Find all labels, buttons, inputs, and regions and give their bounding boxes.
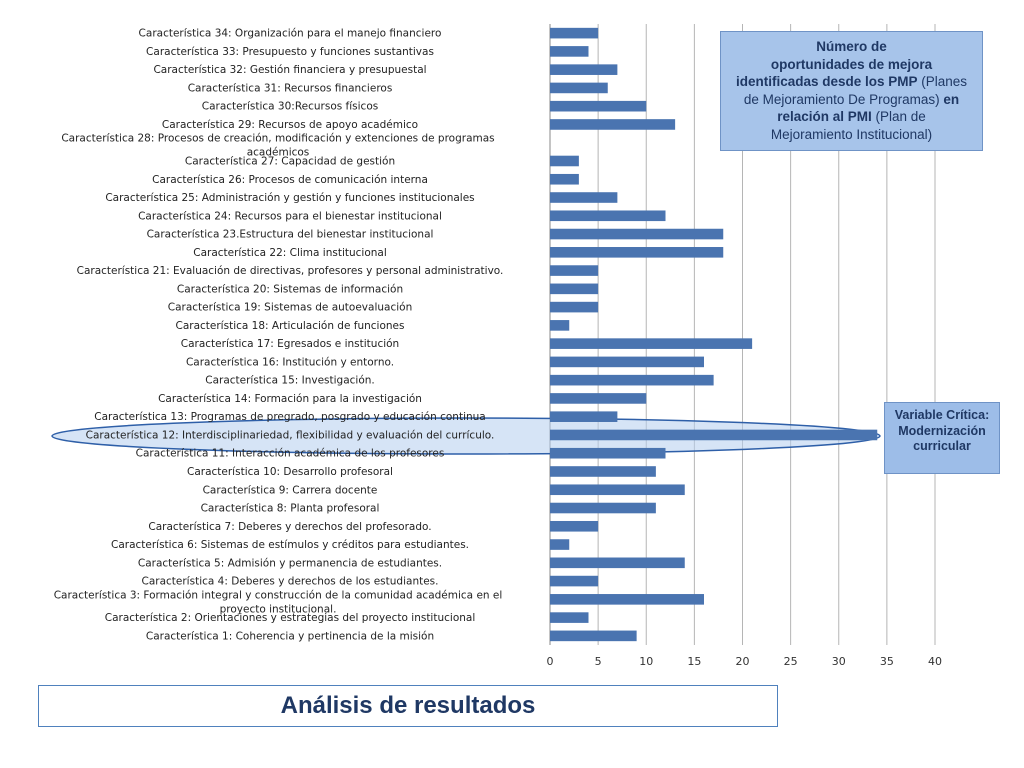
- bar: [550, 612, 589, 623]
- info-line-4-rest: en: [939, 91, 960, 107]
- info-box: [720, 31, 983, 151]
- category-labels: [54, 28, 504, 643]
- bar: [550, 320, 569, 331]
- category-label: Característica 10: Desarrollo profesoral: [187, 465, 393, 478]
- bar: [550, 83, 608, 94]
- x-tick-label: 5: [594, 655, 602, 668]
- category-label: Característica 1: Coherencia y pertinencia de la misión: [145, 630, 435, 643]
- category-label: Característica 34: Organización para el manejo financiero: [138, 27, 442, 40]
- category-label: Característica 28: Procesos de creación, modificación y extenciones de programas académicos: [61, 132, 495, 159]
- x-tick-label: 25: [783, 655, 798, 668]
- critical-line-2: Modernización: [898, 423, 986, 438]
- info-line-1: Número de: [816, 39, 887, 54]
- x-tick-label: 30: [831, 655, 846, 668]
- bar: [550, 576, 598, 587]
- category-label: Característica 9: Carrera docente: [202, 484, 378, 497]
- bar: [550, 430, 877, 441]
- category-label: Característica 14: Formación para la investigación: [158, 392, 422, 405]
- bar: [550, 594, 704, 605]
- footer-title: Análisis de resultados: [38, 685, 778, 727]
- category-label: Característica 7: Deberes y derechos del profesorado.: [148, 520, 432, 533]
- x-axis-ticks: [547, 655, 943, 668]
- category-label: Característica 15: Investigación.: [205, 374, 375, 387]
- category-label: Característica 16: Institución y entorno.: [185, 356, 395, 369]
- bar: [550, 631, 637, 642]
- bar: [550, 521, 598, 532]
- category-label: Característica 23.Estructura del bienestar institucional: [146, 228, 434, 241]
- category-label: Característica 31: Recursos financieros: [187, 82, 393, 95]
- bar: [550, 558, 685, 569]
- critical-variable-box: [884, 402, 1000, 474]
- bar: [550, 192, 617, 203]
- category-label: Característica 27: Capacidad de gestión: [184, 155, 396, 168]
- bar: [550, 101, 646, 112]
- category-label: Característica 3: Formación integral y construcción de la comunidad académica en el proyecto institucional.: [53, 589, 503, 616]
- category-label: Característica 33: Presupuesto y funciones sustantivas: [146, 45, 434, 58]
- bar: [550, 411, 617, 422]
- category-label: Característica 20: Sistemas de información: [176, 283, 404, 296]
- x-tick-label: 20: [735, 655, 750, 668]
- bar: [550, 338, 752, 349]
- bar: [550, 229, 723, 240]
- bar: [550, 64, 617, 75]
- bar: [550, 357, 704, 368]
- x-tick-label: 10: [639, 655, 654, 668]
- category-label: Característica 13: Programas de pregrado, posgrado y educación continua: [94, 411, 486, 424]
- category-label: Característica 22: Clima institucional: [193, 246, 387, 259]
- category-label: Característica 2: Orientaciones y estrategias del proyecto institucional: [104, 612, 476, 625]
- category-label: Característica 4: Deberes y derechos de los estudiantes.: [141, 575, 439, 588]
- category-label: Característica 5: Admisión y permanencia de estudiantes.: [137, 557, 443, 570]
- info-line-2: oportunidades de mejora: [770, 56, 933, 72]
- critical-line-1: Variable Crítica:: [894, 408, 990, 422]
- bar: [550, 375, 714, 386]
- info-line-5: relación al PMI: [777, 109, 872, 124]
- category-label: Característica 6: Sistemas de estímulos y créditos para estudiantes.: [110, 539, 470, 552]
- bar: [550, 265, 598, 276]
- info-line-4: de Mejoramiento De Programas): [743, 91, 940, 107]
- bar: [550, 46, 589, 57]
- critical-line-3: curricular: [913, 439, 971, 453]
- bar: [550, 28, 598, 39]
- info-line-3-rest: (Planes: [917, 74, 968, 89]
- info-line-6: Mejoramiento Institucional): [770, 126, 933, 142]
- category-label: Característica 26: Procesos de comunicación interna: [152, 173, 428, 186]
- category-label: Característica 17: Egresados e institución: [180, 338, 400, 351]
- category-label: Característica 24: Recursos para el bienestar institucional: [138, 210, 442, 223]
- category-label: Característica 32: Gestión financiera y presupuestal: [153, 64, 427, 77]
- bar: [550, 448, 666, 459]
- category-label: Característica 8: Planta profesoral: [200, 502, 380, 515]
- bar: [550, 503, 656, 514]
- category-label: Característica 21: Evaluación de directivas, profesores y personal administrativo.: [76, 265, 504, 278]
- category-label: Característica 25: Administración y gestión y funciones institucionales: [105, 192, 475, 205]
- category-label: Característica 12: Interdisciplinariedad, flexibilidad y evaluación del currículo.: [85, 429, 495, 442]
- bar: [550, 119, 675, 130]
- bar: [550, 302, 598, 313]
- bar: [550, 210, 666, 221]
- bar: [550, 466, 656, 477]
- x-tick-label: 0: [546, 655, 554, 668]
- bar: [550, 247, 723, 258]
- category-label: Característica 18: Articulación de funciones: [175, 319, 405, 332]
- bar: [550, 539, 569, 550]
- bar: [550, 156, 579, 167]
- bar: [550, 393, 646, 404]
- info-line-5-rest: (Plan de: [871, 109, 926, 124]
- category-label: Característica 11: Interacción académica de los profesores: [135, 447, 445, 460]
- x-tick-label: 15: [687, 655, 702, 668]
- category-label: Característica 30:Recursos físicos: [201, 100, 379, 113]
- bar: [550, 484, 685, 495]
- category-label: Característica 19: Sistemas de autoevaluación: [167, 301, 413, 314]
- bar: [550, 174, 579, 185]
- info-line-3: identificadas desde los PMP: [735, 74, 918, 89]
- x-tick-label: 40: [928, 655, 942, 668]
- category-label: Característica 29: Recursos de apoyo académico: [161, 118, 419, 131]
- x-tick-label: 35: [879, 655, 894, 668]
- bar: [550, 284, 598, 295]
